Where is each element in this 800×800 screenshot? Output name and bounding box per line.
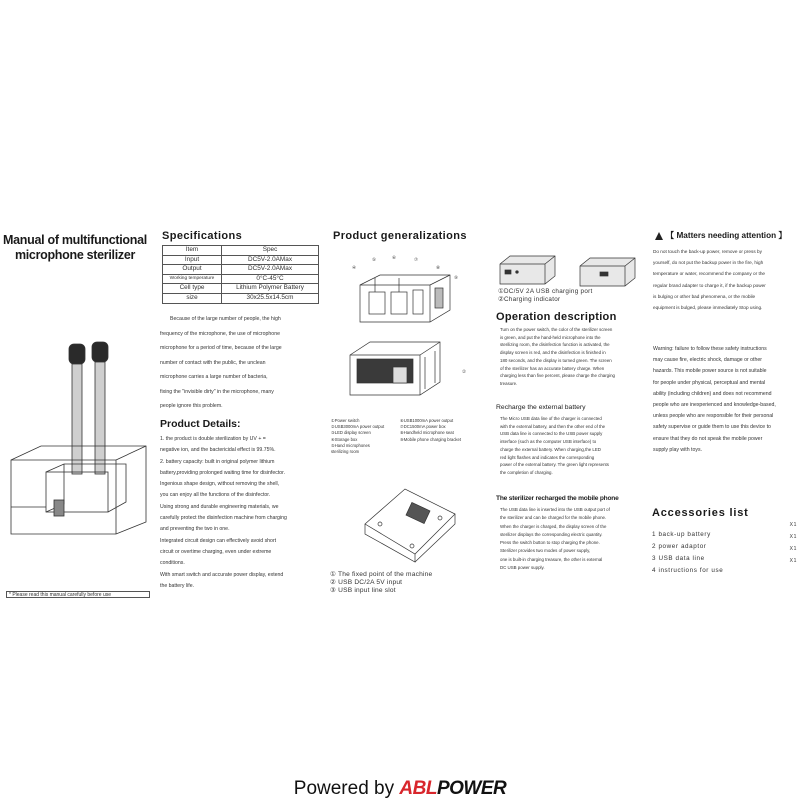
battery-devices-illustration [495, 250, 645, 290]
manual-title: Manual of multifunctional microphone sterilizer [3, 233, 147, 262]
sterilizer-illustration [6, 322, 156, 592]
specifications-table [162, 245, 319, 304]
powered-by-footer: Powered by ABLPOWER [293, 778, 507, 799]
device-labels: ①DC/5V 2A USB charging port ②Charging indicator [498, 288, 593, 303]
accessories-heading: Accessories list [652, 507, 749, 519]
recharge-text: The Micro USB data line of the charger is connected with the external battery, and then the other end of the USB data line is connected to the USB power supply interface (such as the computer USB interface) to charge the external battery. When charging,the LED red light flashes and indicates the corresponding power of the external battery. The green light represents the completion of charging. [500, 416, 609, 475]
specifications-heading: Specifications [162, 230, 243, 242]
table-row: Input DC5V-2.0AMax [163, 255, 319, 265]
callout-marker: ⑨ [454, 275, 459, 280]
brand-logo: ABLPOWER [399, 778, 507, 799]
product-details-text: 1. the product is double sterilization by UV + = negative ion, and the bactericidal effect is 99.75%. 2. battery capacity: built in original polymer lithium battery,providing prolonged waiting time for disinfector. Ingenious shape design, without removing the shell, you can enjoy all the functions of the disinfector. Using strong and durable engineering materials, we carefully protect the disinfection machine from charging and preventing the two in one. Integrated circuit design can effectively avoid short circuit or overtime charging, even under extreme conditions. With smart switch and accurate power display, extend the battery life. [160, 436, 287, 589]
callout-marker: ④ [352, 265, 357, 270]
callout-marker: ⑤ [372, 257, 377, 262]
table-row: Cell type Lithium Polymer Battery [163, 284, 319, 294]
product-generalizations-heading: Product generalizations [333, 230, 467, 242]
intro-paragraph: Because of the large number of people, the high frequency of the microphone, the use of microphone microphone for a period of time, because of the large number of contact with the public, the unclean microphone carries a large number of bacteria, fixing the "invisible dirty" in the microphone, many people ignore this problem. [160, 316, 282, 409]
table-row: Output DC5V-2.0AMax [163, 265, 319, 275]
warning-triangle-icon [655, 232, 663, 240]
attention-heading: 【 Matters needing attention 】 [655, 230, 787, 241]
bottom-parts-legend: ① The fixed point of the machine ② USB DC/2A 5V input ③ USB input line slot [330, 571, 433, 595]
accessories-list [652, 522, 797, 574]
callout-marker: ⑥ [392, 255, 397, 260]
recharge-heading: Recharge the external battery [496, 404, 586, 411]
callout-marker: ⑦ [414, 257, 419, 262]
operation-description-text: Turn on the power switch, the color of the sterilizer screen is green, and put the hand-held microphone into the sterilizing room, the disinfection function is activated, the display screen is red, and the disinfection is finished in 180 seconds, and the display is turned green. The screen of the sterilizer has an accurate battery charge. When charging less than five percent, please charge the charging treasure. [500, 327, 615, 386]
parts-legend-right: ⑥USB1000mA power output ⑦DC1500mA power box ⑧Handheld microphone seat ⑨Mobile phone charging bracket [400, 418, 462, 442]
top-view-illustration [355, 270, 460, 332]
read-manual-note: * Please read this manual carefully before use [6, 591, 150, 598]
operation-description-heading: Operation description [496, 311, 617, 323]
callout-marker: ⑧ [436, 265, 441, 270]
manual-sheet [0, 222, 800, 607]
bottom-view-illustration [360, 484, 460, 564]
product-details-heading: Product Details: [160, 418, 241, 430]
callout-marker: ② [462, 369, 467, 374]
warning-text: Warning: failure to follow these safety instructions may cause fire, electric shock, damage or other hazards. This mobile power source is not suitable for people under physical, perceptual and mental ability (including children) and does not recommend people who are inexperienced and knowledge-based, unless people who are responsible for their personal safety supervise or guide them to use this device to ensure that they do not speak the mobile power supply play with toys. [653, 346, 776, 453]
list-item: 2 power adaptor X1 [652, 534, 797, 550]
phone-charging-text: The USB data line is inserted into the USB output port of the sterilizer and can be charged for the mobile phone. When the charger is charged, the display screen of the sterilizer displays the corresponding electric quantity. Press the switch button to stop charging the phone. Sterilizer provides two modes of power supply, one is built-in charging treasure, the other is external DC USB power supply. [500, 507, 610, 571]
table-row: size 30x25.5x14.5cm [163, 293, 319, 303]
attention-text: Do not touch the back-up power, remove or press by yourself, do not put the backup power in the fire, high temperature or water, recommend the company or the regular brand adapter to charge it, if the backup power is bulging or other bad phenomena, or the mobile equipment is bulged, please immediately Stop using. [653, 249, 766, 311]
front-view-illustration [345, 337, 460, 399]
table-row: Item Spec [163, 246, 319, 256]
parts-legend-left: ①Power switch ②USB3000mA power output ③LED display screen ④Storage box ⑤Hand microphones sterilizing room [331, 418, 385, 455]
list-item: 1 back-up battery X1 [652, 522, 797, 538]
table-row: Working temperature 0°C-45°C [163, 274, 319, 284]
phone-charging-heading: The sterilizer recharged the mobile phone [496, 495, 619, 502]
list-item: 3 USB data line X1 [652, 546, 797, 562]
list-item: 4 instructions for use X1 [652, 558, 797, 574]
